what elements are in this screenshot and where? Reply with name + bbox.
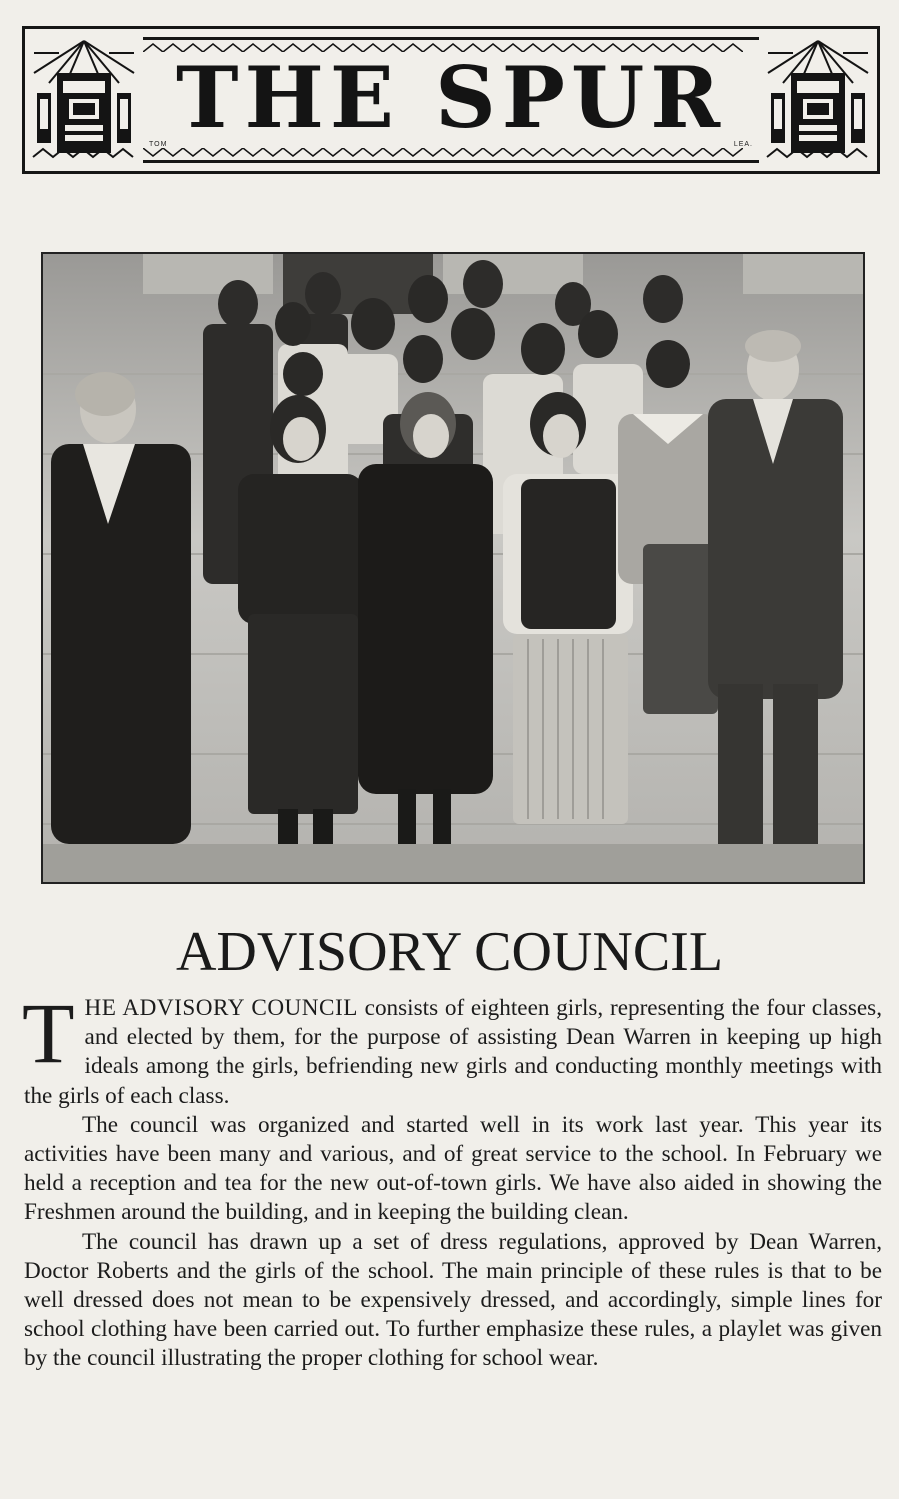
article-paragraph: The council has drawn up a set of dress regulations, approved by Dean Warren, Doctor Roberts and the girls of the school. The main principle of these rules is that to be well dressed does not mean to be expensively dressed, and accordingly, simple lines for school clothing have been carried out. To further emphasize these rules, a playlet was given by the council illustrating the proper clothing for school wear. xyxy=(24,1228,882,1372)
group-photo xyxy=(41,252,865,884)
group-photo-icon xyxy=(43,254,863,882)
drop-cap: T xyxy=(22,985,75,1081)
article-paragraph xyxy=(22,985,882,1111)
lead-caps: HE ADVISORY COUNCIL xyxy=(84,995,358,1021)
artist-signature-right: LEA. xyxy=(733,141,753,148)
zigzag-border-icon xyxy=(143,148,743,158)
masthead-title: THE SPUR xyxy=(175,48,727,147)
page-title: ADVISORY COUNCIL xyxy=(175,921,724,983)
article-body xyxy=(22,985,882,1374)
masthead-banner xyxy=(22,26,880,174)
totem-ornament-icon xyxy=(763,33,873,167)
banner-title-band xyxy=(143,37,759,163)
artist-signature-left: TOM xyxy=(149,141,168,148)
article-paragraph: The council was organized and started well in its work last year. This year its activities have been many and various, and of great service to the school. In February we held a reception and tea for the new out-of-town girls. We have also aided in showing the Freshmen around the building, and in keeping the building clean. xyxy=(24,1111,882,1226)
totem-ornament-icon xyxy=(29,33,139,167)
paragraph-text: consists of eighteen girls, representing the four classes, and elected by them, for the purpose of assisting Dean Warren in keeping up high ideals among the girls, befriending new girls and conducting monthly meetings with the girls of each class. xyxy=(24,995,882,1109)
